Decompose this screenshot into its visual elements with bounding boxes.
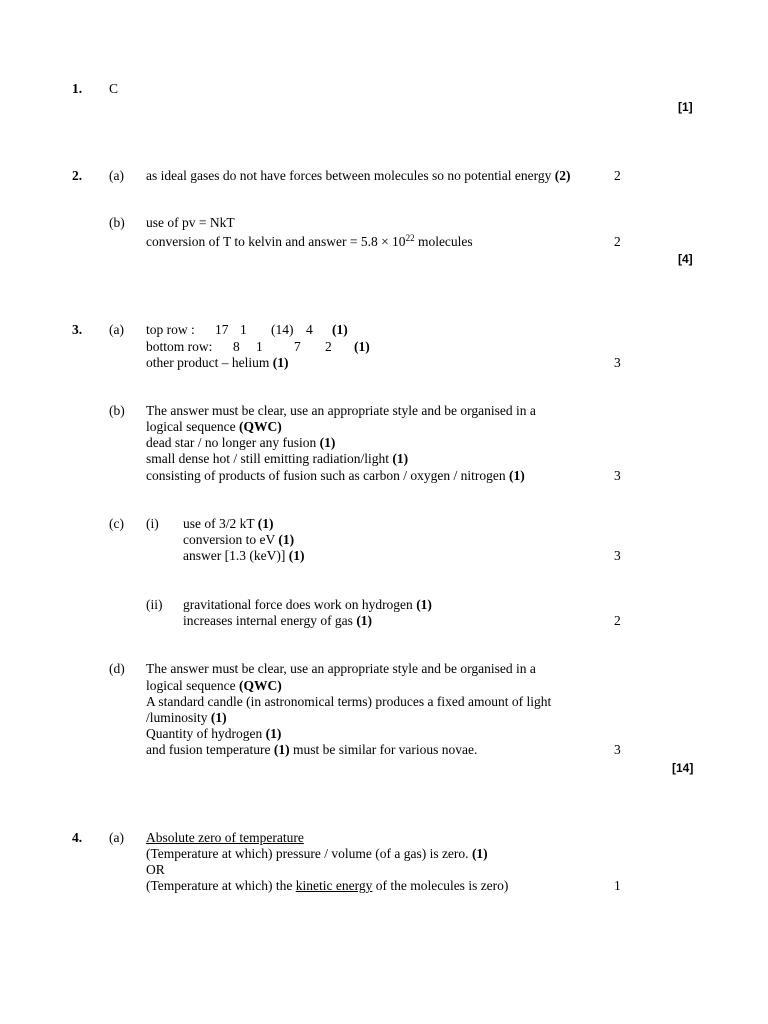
answer-text: (Temperature at which) the [146,878,296,893]
question-number: 3. [72,322,83,337]
answer-text: and fusion temperature [146,742,271,757]
answer-text: increases internal energy of gas [183,613,353,628]
mark-indicator: (2) [554,168,571,183]
mark-indicator: (1) [273,742,290,757]
answer-line [183,597,432,613]
answer-line [146,419,282,435]
answer-line [146,435,335,451]
question-number: 1. [72,81,83,96]
mark-indicator: (1) [278,532,295,547]
underlined-term: kinetic energy [295,878,373,893]
value-cell: 4 [306,322,313,337]
answer-line [146,710,227,726]
value-cell: 7 [294,339,301,354]
answer-text: molecules [414,234,473,249]
answer-line [146,468,525,484]
value-cell: 8 [233,339,240,354]
value-cell: 1 [240,322,247,337]
value-cell: (14) [271,322,294,337]
mark-indicator: (1) [288,548,305,563]
answer-line [146,234,473,250]
answer-line [146,726,281,742]
mark-score: 2 [614,613,621,628]
mark-score: 3 [614,548,621,563]
qwc-indicator: (QWC) [238,678,282,693]
answer-text: answer [1.3 (keV)] [183,548,286,563]
mark-indicator: (1) [265,726,282,741]
answer-text: of the molecules is zero) [372,878,509,893]
subpart-label: (i) [146,516,159,531]
value-cell: 2 [325,339,332,354]
part-label: (b) [109,403,125,418]
top-row-label: top row : [146,322,195,337]
answer-line [183,516,274,532]
mark-score: 3 [614,742,621,757]
mark-indicator: (1) [416,597,432,612]
answer-text [146,830,304,846]
question-total: [14] [672,761,694,775]
mark-indicator: (1) [356,613,373,628]
part-label: (b) [109,215,125,230]
answer-text: as ideal gases do not have forces between molecules so no potential energy [146,168,552,183]
part-label: (a) [109,168,124,183]
answer-text: other product – helium [146,355,270,370]
underlined-heading: Absolute zero of temperature [146,830,304,845]
answer-text: logical sequence [146,678,236,693]
question-number: 4. [72,830,83,845]
answer-text: logical sequence [146,419,236,434]
value-cell: 17 [215,322,229,337]
answer-text: (Temperature at which) pressure / volume (of a gas) is zero. [146,846,469,861]
mark-score: 2 [614,234,621,249]
answer-text: The answer must be clear, use an appropriate style and be organised in a [146,661,536,676]
answer-line [146,878,508,894]
answer-text: use of 3/2 kT [183,516,255,531]
subpart-label: (ii) [146,597,163,612]
answer-text: dead star / no longer any fusion [146,435,317,450]
bottom-row-label: bottom row: [146,339,213,354]
answer-line [183,613,372,629]
mark-indicator: (1) [319,435,336,450]
part-label: (a) [109,830,124,845]
mark-indicator: (1) [508,468,525,483]
answer-text: conversion to eV [183,532,275,547]
answer-text: The answer must be clear, use an appropriate style and be organised in a [146,403,536,418]
answer-line [183,532,294,548]
mark-score: 3 [614,468,621,483]
question-total: [1] [678,100,693,114]
part-label: (a) [109,322,124,337]
mark-indicator: (1) [392,451,409,466]
answer-text: Quantity of hydrogen [146,726,263,741]
part-label: (c) [109,516,124,531]
answer-line [146,451,408,467]
answer-text: /luminosity [146,710,208,725]
answer-line [146,355,288,371]
answer-text: A standard candle (in astronomical terms) produces a fixed amount of light [146,694,552,709]
part-label: (d) [109,661,125,676]
mark-score: 2 [614,168,621,183]
answer-line [183,548,304,564]
answer-text: small dense hot / still emitting radiation/light [146,451,389,466]
mark-indicator: (1) [354,339,370,354]
answer-text: consisting of products of fusion such as carbon / oxygen / nitrogen [146,468,506,483]
answer-line [146,168,571,184]
answer-text: conversion of T to kelvin and answer = 5.8 × 10 [146,234,406,249]
answer-text: gravitational force does work on hydrogen [183,597,413,612]
mark-indicator: (1) [210,710,227,725]
answer-text: use of pv = NkT [146,215,235,230]
mark-indicator: (1) [272,355,289,370]
answer-text: C [109,81,119,96]
mark-indicator: (1) [332,322,348,337]
exponent: 22 [405,233,415,243]
value-cell: 1 [256,339,263,354]
question-number: 2. [72,168,83,183]
question-total: [4] [678,252,693,266]
qwc-indicator: (QWC) [238,419,282,434]
answer-text: OR [146,862,165,877]
answer-text: must be similar for various novae. [289,742,478,757]
mark-indicator: (1) [471,846,488,861]
answer-line [146,678,282,694]
mark-indicator: (1) [257,516,274,531]
mark-score: 1 [614,878,621,893]
answer-line [146,846,488,862]
mark-score: 3 [614,355,621,370]
answer-line [146,742,477,758]
